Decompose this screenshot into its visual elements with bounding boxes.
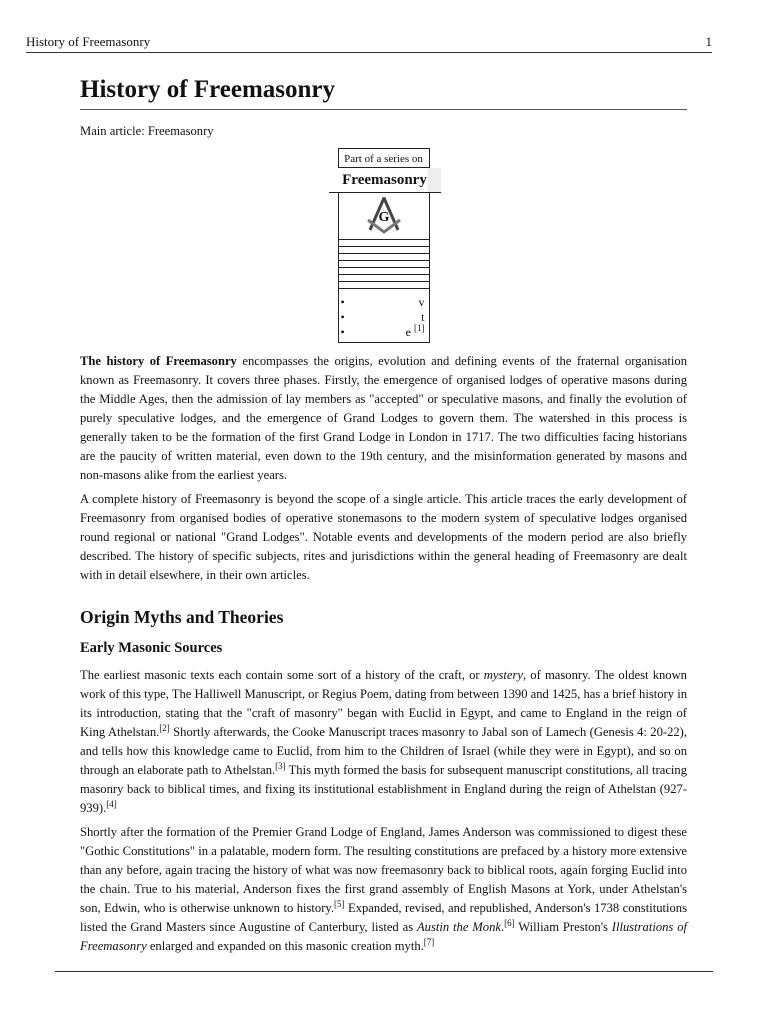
infobox-row (339, 282, 429, 289)
infobox-row (339, 275, 429, 282)
citation-ref[interactable]: [6] (504, 917, 515, 928)
citation-ref[interactable]: [7] (423, 936, 435, 947)
emphasis: Austin the Monk (416, 920, 501, 934)
square-and-compasses-icon (364, 196, 404, 236)
page-title: History of Freemasonry (80, 74, 687, 110)
main-article-note[interactable]: Main article: Freemasonry (80, 124, 214, 138)
vte-view-link: v (418, 295, 425, 309)
emblem-letter: G (378, 210, 389, 225)
section-heading-origin-myths: Origin Myths and Theories (80, 607, 284, 627)
citation-ref[interactable]: [5] (334, 898, 345, 909)
page-number: 1 (705, 34, 712, 49)
vte-item[interactable]: • v (340, 295, 425, 309)
infobox-row (339, 240, 429, 247)
citation-ref[interactable]: [4] (106, 798, 117, 809)
footer-rule (55, 971, 713, 972)
series-label: Part of a series on (339, 149, 429, 168)
intro-text: encompasses the origins, evolution and defining events of the fraternal organisation known as Freemasonry. It covers three phases. Firstly, the emergence of organised lodges of operative masons during the Middle Ages, then the admission of lay members as "accepted" or speculative masons, and finally the evolution of purely speculative lodges, and the emergence of Grand Lodges to govern them. The watershed in this process is generally taken to be the formation of the first Grand Lodge in London in 1717. The two difficulties facing historians are the paucity of written material, even down to the 19th century, and the misinformation generated by masons and non-masons alike from the earliest years. (80, 354, 687, 482)
emphasis: mystery (483, 668, 523, 682)
vte-ref: [1] (414, 323, 425, 333)
early-sources-paragraph: The earliest masonic texts each contain some sort of a history of the craft, or mystery, of masonry. The oldest known work of this type, The Halliwell Manuscript, or Regius Poem, dating from between 1390 and 1425, has a brief history in its introduction, stating that the "craft of masonry" began with Euclid in Egypt, and came to England in the reign of King Athelstan.[2] Shortly afterwards, the Cooke Manuscript traces masonry to Jabal son of Lamech (Genesis 4: 20-22), and tells how this knowledge came to Euclid, from him to the Children of Israel (while they were in Egypt), and so on through an elaborate path to Athelstan.[3] This myth formed the basis for subsequent manuscript constitutions, all tracing masonry back to biblical times, and fixing its institutional establishment in England during the reign of Athelstan (927-939).[4] (80, 668, 688, 815)
running-header-title: History of Freemasonry (26, 34, 151, 49)
vte-item[interactable]: • e [1] (340, 323, 425, 339)
infobox-row (339, 254, 429, 261)
vte-edit-link: e (405, 325, 411, 339)
citation-ref[interactable]: [3] (275, 760, 286, 771)
vte-talk-link: t (421, 310, 425, 324)
intro-paragraph (80, 352, 687, 485)
emphasis: Illustrations of Freemasonry (80, 920, 687, 953)
infobox-row (339, 247, 429, 254)
article-body (80, 74, 687, 956)
series-title[interactable]: Freemasonry (329, 168, 441, 193)
running-header (26, 34, 712, 53)
infobox-row (339, 261, 429, 268)
infobox-row (339, 268, 429, 275)
citation-ref[interactable]: [2] (159, 722, 170, 733)
vte-item[interactable]: • t (340, 310, 425, 324)
series-infobox (338, 148, 430, 343)
scope-paragraph: A complete history of Freemasonry is beyond the scope of a single article. This article traces the early development of Freemasonry from organised bodies of operative stonemasons to the modern system of speculative lodges organised round regional or national "Grand Lodges". Notable events and developments of the modern period are also briefly described. The history of specific subjects, rites and jurisdictions within the general heading of Freemasonry are dealt with in detail elsewhere, in their own articles. (80, 492, 687, 582)
infobox-rows (339, 240, 429, 289)
anderson-paragraph: Shortly after the formation of the Premier Grand Lodge of England, James Anderson was commissioned to digest these "Gothic Constitutions" in a palatable, modern form. The resulting constitutions are prefaced by a history more extensive than any before, again tracing the history of what was now freemasonry back to biblical roots, again forging Euclid into the chain. True to his material, Anderson fixes the first grand assembly of English Masons at York, under Athelstan's son, Edwin, who is otherwise unknown to history.[5] Expanded, revised, and republished, Anderson's 1738 constitutions listed the Grand Masters since Augustine of Canterbury, listed as Austin the Monk.[6] William Preston's Illustrations of Freemasonry enlarged and expanded on this masonic creation myth.[7] (80, 825, 687, 953)
subsection-heading-early-sources: Early Masonic Sources (80, 640, 223, 656)
emblem (339, 193, 429, 240)
vte-navigation (339, 289, 429, 342)
intro-bold: The history of Freemasonry (80, 354, 237, 368)
